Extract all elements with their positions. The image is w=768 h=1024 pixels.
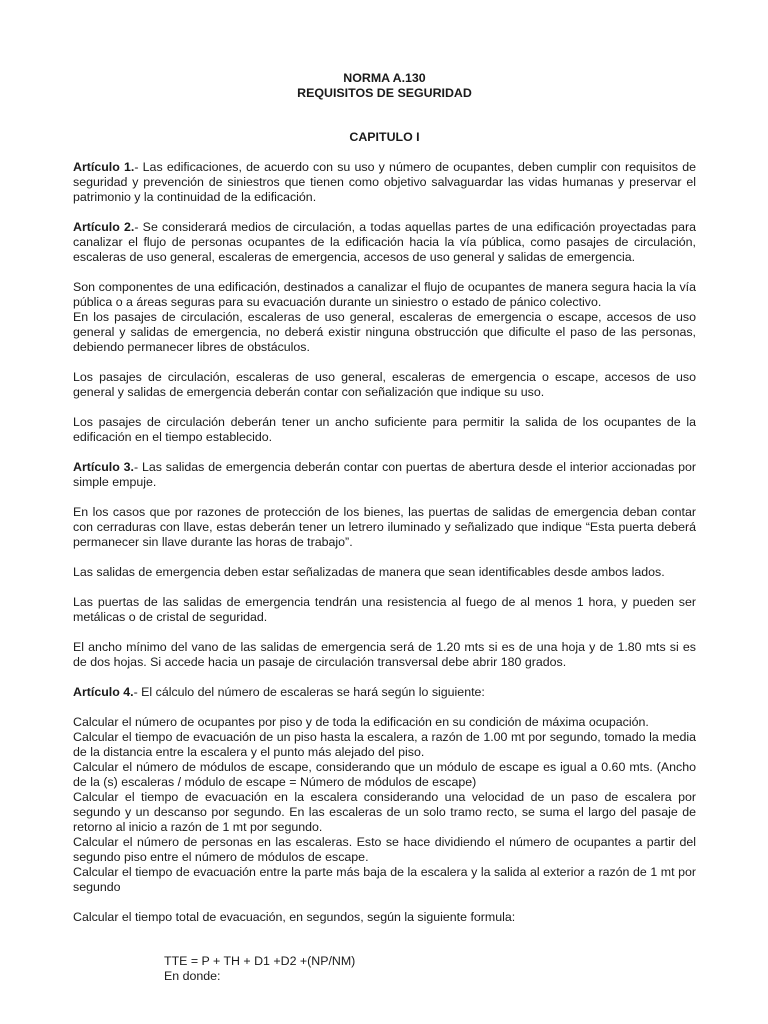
article-4-step-4: Calcular el tiempo de evacuación en la escalera considerando una velocidad de un paso de escalera por segundo y un descanso por segundo. En las escaleras de un solo tramo recto, se suma el largo del pasaje de retorno al inicio a razón de 1 mt por segundo. xyxy=(73,790,696,834)
article-4-step-6: Calcular el tiempo de evacuación entre la parte más baja de la escalera y la salida al exterior a razón de 1 mt por segundo xyxy=(73,865,696,894)
article-4-step-2: Calcular el tiempo de evacuación de un piso hasta la escalera, a razón de 1.00 mt por segundo, tomado la media de la distancia entre la escalera y el punto más alejado del piso. xyxy=(73,730,696,759)
article-3-paragraph-4: Las puertas de las salidas de emergencia tendrán una resistencia al fuego de al menos 1 hora, y pueden ser metálicas o de cristal de seguridad. xyxy=(73,595,696,624)
article-4-total-time: Calcular el tiempo total de evacuación, en segundos, según la siguiente formula: xyxy=(73,910,516,924)
article-3-text: - Las salidas de emergencia deberán contar con puertas de abertura desde el interior accionadas por simple empuje. xyxy=(73,460,696,489)
article-1-label: Artículo 1. xyxy=(73,160,135,174)
article-3-paragraph-5: El ancho mínimo del vano de las salidas de emergencia será de 1.20 mts si es de una hoja y de 1.80 mts si es de dos hojas. Si accede hacia un pasaje de circulación transversal debe abrir 180 grados. xyxy=(73,640,696,669)
article-2-label: Artículo 2. xyxy=(73,220,135,234)
article-3-paragraph-3: Las salidas de emergencia deben estar señalizadas de manera que sean identificables desde ambos lados. xyxy=(73,565,665,579)
formula-note: En donde: xyxy=(164,969,221,983)
article-4-label: Artículo 4. xyxy=(73,685,134,699)
article-2-text: - Se considerará medios de circulación, a todas aquellas partes de una edificación proyectadas para canalizar el flujo de personas ocupantes de la edificación hacia la vía pública, como pasajes de circulación, escaleras de uso general, escaleras de emergencia, accesos de uso general y salidas de emergencia. xyxy=(73,220,696,264)
article-3 xyxy=(73,460,696,490)
article-2 xyxy=(73,220,696,265)
article-1 xyxy=(73,160,696,205)
article-4 xyxy=(73,685,696,700)
article-3-paragraph-2: En los casos que por razones de protección de los bienes, las puertas de salidas de emergencia deban contar con cerraduras con llave, estas deberán tener un letrero iluminado y señalizado que indique “Esta puerta deberá permanecer sin llave durante las horas de trabajo”. xyxy=(73,505,696,549)
article-2-paragraph-2: Son componentes de una edificación, destinados a canalizar el flujo de ocupantes de manera segura hacia la vía pública o a áreas seguras para su evacuación durante un siniestro o estado de pánico colectivo. xyxy=(73,280,696,309)
norma-title: NORMA A.130 xyxy=(343,71,426,85)
chapter-heading: CAPITULO I xyxy=(349,130,420,144)
article-4-step-1: Calcular el número de ocupantes por piso y de toda la edificación en su condición de máxima ocupación. xyxy=(73,715,649,729)
document-subtitle: REQUISITOS DE SEGURIDAD xyxy=(297,86,472,100)
article-4-text: - El cálculo del número de escaleras se hará según lo siguiente: xyxy=(133,685,485,699)
article-1-text: - Las edificaciones, de acuerdo con su uso y número de ocupantes, deben cumplir con requisitos de seguridad y prevención de siniestros que tienen como objetivo salvaguardar las vidas humanas y preservar el patrimonio y la continuidad de la edificación. xyxy=(73,160,696,204)
article-3-label: Artículo 3. xyxy=(73,460,134,474)
article-2-paragraph-4: Los pasajes de circulación, escaleras de uso general, escaleras de emergencia o escape, accesos de uso general y salidas de emergencia deberán contar con señalización que indique su uso. xyxy=(73,370,696,399)
formula-block xyxy=(164,954,696,984)
article-2-paragraph-5: Los pasajes de circulación deberán tener un ancho suficiente para permitir la salida de los ocupantes de la edificación en el tiempo establecido. xyxy=(73,415,696,444)
article-4-step-3: Calcular el número de módulos de escape, considerando que un módulo de escape es igual a 0.60 mts. (Ancho de la (s) escaleras / módulo de escape = Número de módulos de escape) xyxy=(73,760,696,789)
article-2-paragraph-3: En los pasajes de circulación, escaleras de uso general, escaleras de emergencia o escape, accesos de uso general y salidas de emergencia, no deberá existir ninguna obstrucción que dificulte el paso de las personas, debiendo permanecer libres de obstáculos. xyxy=(73,310,696,354)
article-4-step-5: Calcular el número de personas en las escaleras. Esto se hace dividiendo el número de ocupantes a partir del segundo piso entre el número de módulos de escape. xyxy=(73,835,696,864)
document-page xyxy=(73,71,696,984)
evacuation-formula: TTE = P + TH + D1 +D2 +(NP/NM) xyxy=(164,954,356,968)
